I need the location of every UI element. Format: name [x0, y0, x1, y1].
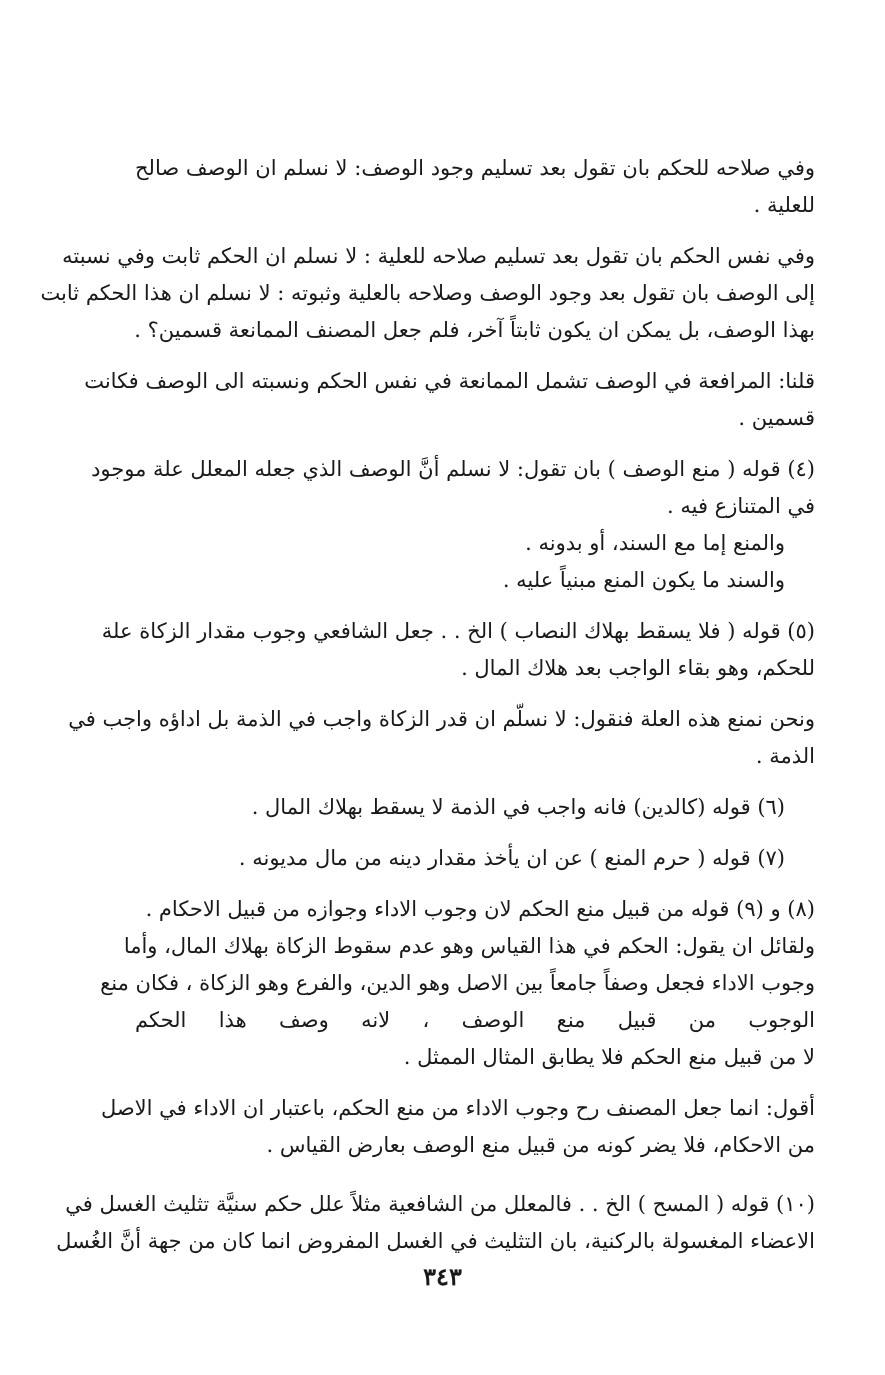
text-line: الوجوب من قبيل منع الوصف ، لانه وصف هذا الحكم	[135, 1008, 815, 1032]
text-line: أقول: انما جعل المصنف رح وجوب الاداء من منع الحكم، باعتبار ان الاداء في الاصل	[100, 1096, 815, 1120]
text-line: وجوب الاداء فجعل وصفاً جامعاً بين الاصل وهو الدين، والفرع وهو الزكاة ، فكان منع	[100, 971, 815, 995]
text-line: قسمين .	[738, 406, 815, 430]
text-line: (٤) قوله ( منع الوصف ) بان تقول: لا نسلم أنَّ الوصف الذي جعله المعلل علة موجود	[91, 457, 815, 481]
paragraph-6	[68, 701, 815, 775]
paragraph-note-5	[101, 613, 815, 687]
text-line: الاعضاء المغسولة بالركنية، بان التثليث في الغسل المفروض انما كان من جهة أنَّ الغُسل	[56, 1229, 815, 1253]
text-line: (٦) قوله (كالدين) فانه واجب في الذمة لا يسقط بهلاك المال .	[251, 795, 785, 819]
text-line: في المتنازع فيه .	[667, 494, 815, 518]
text-line: الذمة .	[755, 744, 815, 768]
paragraph-note-8-9	[100, 891, 815, 1076]
text-line: (١٠) قوله ( المسح ) الخ . . فالمعلل من الشافعية مثلاً علل حكم سنيَّة تثليث الغسل في	[65, 1192, 815, 1216]
text-line: بهذا الوصف، بل يمكن ان يكون ثابتاً آخر، فلم جعل المصنف الممانعة قسمين؟ .	[134, 318, 815, 342]
text-line: (٧) قوله ( حرم المنع ) عن ان يأخذ مقدار دينه من مال مديونه .	[238, 846, 785, 870]
text-line: والمنع إما مع السند، أو بدونه .	[525, 531, 785, 555]
text-line: وفي صلاحه للحكم بان تقول بعد تسليم وجود الوصف: لا نسلم ان الوصف صالح	[135, 156, 815, 180]
page-number: ٣٤٣	[423, 1262, 462, 1291]
paragraph-1	[135, 150, 815, 224]
text-line: والسند ما يكون المنع مبنياً عليه .	[502, 568, 785, 592]
paragraph-note-10	[56, 1186, 815, 1260]
text-line: لا من قبيل منع الحكم فلا يطابق المثال الممثل .	[403, 1045, 815, 1069]
paragraph-3	[84, 363, 815, 437]
text-line: (٥) قوله ( فلا يسقط بهلاك النصاب ) الخ . . جعل الشافعي وجوب مقدار الزكاة علة	[101, 619, 815, 643]
text-line: (٨) و (٩) قوله من قبيل منع الحكم لان وجوب الاداء وجوازه من قبيل الاحكام .	[145, 897, 815, 921]
text-line: للحكم، وهو بقاء الواجب بعد هلاك المال .	[461, 656, 815, 680]
text-line: وفي نفس الحكم بان تقول بعد تسليم صلاحه للعلية : لا نسلم ان الحكم ثابت وفي نسبته	[62, 244, 815, 268]
paragraph-note-6	[135, 789, 815, 826]
text-line: إلى الوصف بان تقول بعد وجود الوصف وصلاحه بالعلية وثبوته : لا نسلم ان هذا الحكم ثابت	[40, 281, 815, 305]
text-line: ونحن نمنع هذه العلة فنقول: لا نسلّم ان قدر الزكاة واجب في الذمة بل اداؤه واجب في	[68, 707, 815, 731]
text-line: قلنا: المرافعة في الوصف تشمل الممانعة في نفس الحكم ونسبته الى الوصف فكانت	[84, 369, 815, 393]
paragraph-aqul	[100, 1090, 815, 1164]
text-line: للعلية .	[753, 193, 815, 217]
paragraph-note-7	[135, 840, 815, 877]
text-line: من الاحكام، فلا يضر كونه من قبيل منع الوصف بعارض القياس .	[266, 1133, 815, 1157]
paragraph-2	[40, 238, 815, 349]
text-line: ولقائل ان يقول: الحكم في هذا القياس وهو عدم سقوط الزكاة بهلاك المال، وأما	[123, 934, 815, 958]
paragraph-note-4	[91, 451, 815, 599]
